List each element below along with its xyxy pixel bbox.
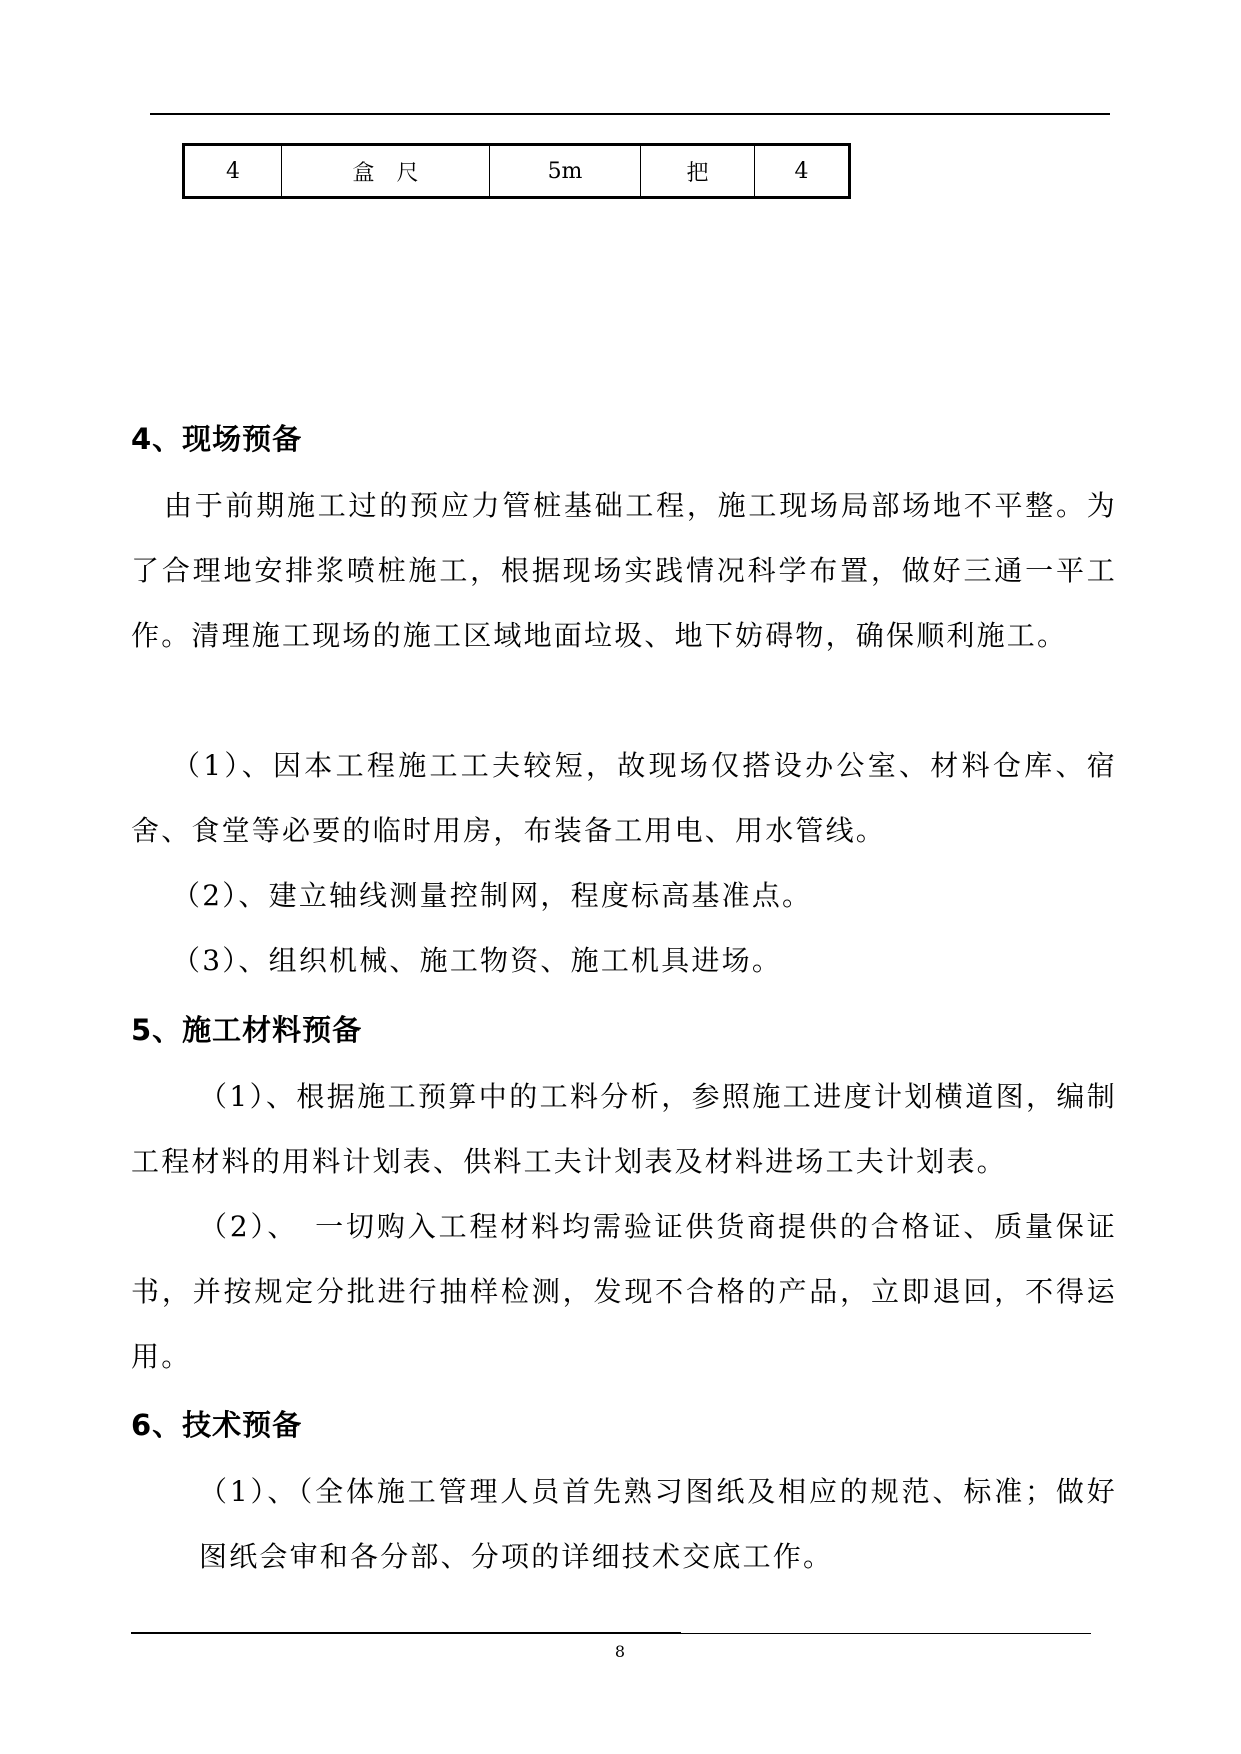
paragraph: （1）、根据施工预算中的工料分析，参照施工进度计划横道图，编制工程材料的用料计划表、供料工夫计划表及材料进场工夫计划表。 <box>131 1080 1117 1178</box>
paragraph: （1）、因本工程施工工夫较短，故现场仅搭设办公室、材料仓库、宿舍、食堂等必要的临时用房，布装备工用电、用水管线。 <box>131 749 1117 847</box>
table-cell-index: 4 <box>184 145 282 198</box>
table-cell-quantity: 4 <box>755 145 850 198</box>
paragraph: （2）、建立轴线测量控制网，程度标高基准点。 <box>172 879 813 912</box>
paragraph: （1）、（全体施工管理人员首先熟习图纸及相应的规范、标准；做好图纸会审和各分部、分项的详细技术交底工作。 <box>199 1475 1117 1573</box>
page-number: 8 <box>614 1642 626 1661</box>
header-rule <box>150 113 1110 115</box>
paragraph: 由于前期施工过的预应力管桩基础工程，施工现场局部场地不平整。为了合理地安排浆喷桩施工，根据现场实践情况科学布置，做好三通一平工作。清理施工现场的施工区域地面垃圾、地下妨碍物，确保顺利施工。 <box>131 489 1117 652</box>
footer-rule <box>131 1632 681 1634</box>
tool-table <box>182 143 851 199</box>
table-cell-unit: 把 <box>641 145 755 198</box>
section-heading-technical: 6、技术预备 <box>131 1408 303 1442</box>
footer-rule-thin <box>681 1633 1091 1634</box>
paragraph: （2）、 一切购入工程材料均需验证供货商提供的合格证、质量保证书，并按规定分批进行抽样检测，发现不合格的产品，立即退回，不得运用。 <box>131 1210 1117 1373</box>
table-row <box>184 145 850 198</box>
table-cell-name: 盒 尺 <box>282 145 490 198</box>
table-cell-spec: 5m <box>490 145 641 198</box>
section-heading-site-prep: 4、现场预备 <box>131 422 303 456</box>
section-heading-materials: 5、施工材料预备 <box>131 1013 363 1047</box>
paragraph: （3）、组织机械、施工物资、施工机具进场。 <box>172 944 783 977</box>
